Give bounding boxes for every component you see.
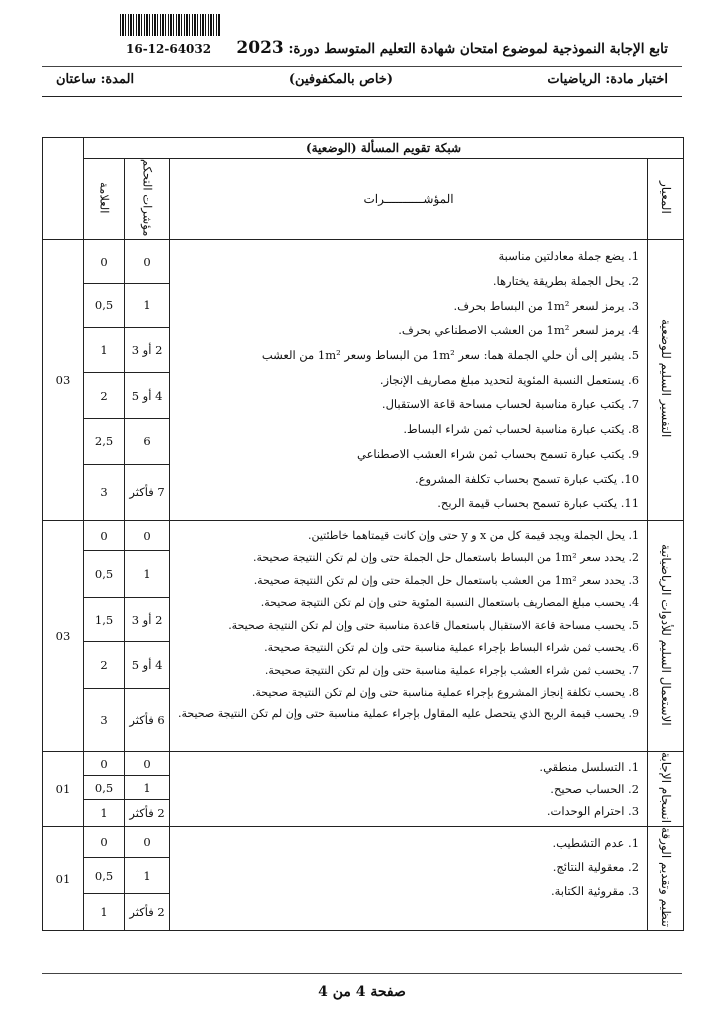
indicator: 7. يحسب ثمن شراء العشب بإجراء عملية مناسبة حتى وإن لم تكن النتيجة صحيحة. bbox=[264, 663, 640, 677]
special-note: (خاص بالمكفوفين) bbox=[288, 72, 393, 87]
control-cell: 0 bbox=[125, 240, 170, 284]
mark-cell: 2 bbox=[84, 373, 125, 419]
mark-cell: 3 bbox=[84, 689, 125, 752]
mark-cell: 0 bbox=[84, 751, 125, 775]
indicator: 1. التسلسل منطقي. bbox=[539, 759, 640, 774]
indicator: 4. يحسب مبلغ المصاريف باستعمال النسبة المئوية حتى وإن لم تكن النتيجة صحيحة. bbox=[260, 596, 640, 610]
indicator: 11. يكتب عبارة تسمح بحساب قيمة الربح. bbox=[437, 496, 640, 511]
indicator: 8. يحسب تكلفة إنجاز المشروع بإجراء عملية مناسبة حتى وإن لم تكن النتيجة صحيحة. bbox=[251, 686, 640, 700]
mark-cell: 2,5 bbox=[84, 419, 125, 465]
total-cell: 03 bbox=[43, 240, 84, 521]
control-cell: 6 bbox=[125, 419, 170, 465]
control-cell: 2 فأكثر bbox=[125, 800, 170, 827]
indicator: 8. يكتب عبارة مناسبة لحساب ثمن شراء البساط. bbox=[403, 422, 640, 437]
indicator: 4. يرمز لسعر 1m² من العشب الاصطناعي بحرف. bbox=[398, 323, 640, 338]
exam-year: 2023 bbox=[236, 38, 284, 58]
control-cell: 2 أو 3 bbox=[125, 597, 170, 642]
control-cell: 1 bbox=[125, 857, 170, 894]
indicator: 3. مقروئية الكتابة. bbox=[550, 883, 640, 898]
indicators-2 bbox=[170, 520, 648, 751]
criterion-3 bbox=[648, 751, 684, 826]
footer-divider bbox=[42, 973, 682, 974]
indicators-3 bbox=[170, 751, 648, 826]
subject: اختبار مادة: الرياضيات bbox=[547, 72, 668, 87]
exam-info-row bbox=[42, 72, 668, 92]
criterion-1-label: التفسير السليم للوضعية bbox=[659, 319, 674, 438]
mark-cell: 0,5 bbox=[84, 551, 125, 598]
indicator: 10. يكتب عبارة تسمح بحساب تكلفة المشروع. bbox=[414, 471, 640, 486]
indicator: 2. يحدد سعر 1m² من البساط باستعمال حل الجملة حتى وإن لم تكن النتيجة صحيحة. bbox=[252, 551, 640, 565]
header-criterion bbox=[648, 159, 684, 240]
control-cell: 6 فأكثر bbox=[125, 689, 170, 752]
total-cell: 03 bbox=[43, 520, 84, 751]
mark-cell: 0 bbox=[84, 520, 125, 550]
mark-cell: 1 bbox=[84, 327, 125, 373]
control-cell: 4 أو 5 bbox=[125, 642, 170, 689]
total-cell: 01 bbox=[43, 826, 84, 930]
control-cell: 0 bbox=[125, 826, 170, 857]
control-cell: 2 فأكثر bbox=[125, 894, 170, 931]
criterion-1 bbox=[648, 240, 684, 521]
mark-cell: 0 bbox=[84, 240, 125, 284]
grading-grid bbox=[42, 137, 684, 931]
control-cell: 7 فأكثر bbox=[125, 464, 170, 520]
indicators-1 bbox=[170, 240, 648, 521]
indicator: 3. احترام الوحدات. bbox=[546, 803, 640, 818]
indicator: 2. الحساب صحيح. bbox=[550, 781, 640, 796]
header-divider-2 bbox=[42, 96, 682, 97]
control-cell: 1 bbox=[125, 776, 170, 800]
header-mark bbox=[84, 159, 125, 240]
indicator: 5. يشير إلى أن حلي الجملة هما: سعر 1m² من البساط وسعر 1m² من العشب bbox=[261, 348, 640, 363]
criterion-3-label: انسجام الإجابة bbox=[659, 751, 674, 823]
document-code: 16-12-64032 bbox=[126, 42, 212, 56]
control-cell: 4 أو 5 bbox=[125, 373, 170, 419]
header-indicators: المؤشـــــــــــرات bbox=[170, 159, 648, 240]
indicator: 1. يحل الجملة ويجد قيمة كل من x و y حتى وإن كانت قيمتاهما خاطئتين. bbox=[307, 528, 640, 542]
control-cell: 0 bbox=[125, 751, 170, 775]
header-criterion-label: المعيار bbox=[659, 181, 674, 215]
mark-cell: 1,5 bbox=[84, 597, 125, 642]
control-cell: 1 bbox=[125, 551, 170, 598]
mark-cell: 0,5 bbox=[84, 284, 125, 328]
total-cell: 01 bbox=[43, 751, 84, 826]
control-cell: 2 أو 3 bbox=[125, 327, 170, 373]
indicator: 9. يحسب قيمة الربح الذي يتحصل عليه المقاول بإجراء عملية مناسبة حتى وإن لم تكن النتيجة صحيحة. bbox=[177, 706, 640, 720]
exam-title-text: تابع الإجابة النموذجية لموضوع امتحان شهادة التعليم المتوسط دورة: bbox=[288, 41, 668, 57]
exam-title bbox=[236, 38, 668, 58]
mark-cell: 0,5 bbox=[84, 776, 125, 800]
header-mark-label: العلامة bbox=[97, 181, 112, 214]
header-control bbox=[125, 159, 170, 240]
mark-cell: 1 bbox=[84, 894, 125, 931]
header-divider bbox=[42, 66, 682, 67]
indicator: 9. يكتب عبارة تسمح بحساب ثمن شراء العشب الاصطناعي bbox=[356, 446, 640, 461]
indicator: 7. يكتب عبارة مناسبة لحساب مساحة قاعة الاستقبال. bbox=[381, 397, 640, 412]
indicator: 6. يستعمل النسبة المئوية لتحديد مبلغ مصاريف الإنجاز. bbox=[379, 372, 640, 387]
indicator: 6. يحسب ثمن شراء البساط بإجراء عملية مناسبة حتى وإن لم تكن النتيجة صحيحة. bbox=[264, 641, 640, 655]
criterion-2-label: الاستعمال السليم للأدوات الرياضياتية bbox=[659, 543, 674, 726]
criterion-4-label: تنظيم وتقديم الورقة bbox=[659, 826, 674, 928]
blank-corner bbox=[43, 138, 84, 240]
indicator: 3. يحدد سعر 1m² من العشب باستعمال حل الجملة حتى وإن لم تكن النتيجة صحيحة. bbox=[253, 573, 640, 587]
mark-cell: 1 bbox=[84, 800, 125, 827]
grid-title: شبكة تقويم المسألة (الوضعية) bbox=[84, 138, 684, 159]
mark-cell: 2 bbox=[84, 642, 125, 689]
indicator: 1. يضع جملة معادلتين مناسبة bbox=[498, 249, 640, 264]
indicator: 1. عدم التشطيب. bbox=[552, 835, 640, 850]
barcode bbox=[120, 14, 220, 36]
indicator: 2. معقولية النتائج. bbox=[552, 859, 640, 874]
mark-cell: 0 bbox=[84, 826, 125, 857]
control-cell: 0 bbox=[125, 520, 170, 550]
indicator: 5. يحسب مساحة قاعة الاستقبال باستعمال قاعدة مناسبة حتى وإن لم تكن النتيجة صحيحة. bbox=[228, 618, 640, 632]
mark-cell: 0,5 bbox=[84, 857, 125, 894]
indicator: 2. يحل الجملة بطريقة يختارها. bbox=[492, 274, 640, 289]
control-cell: 1 bbox=[125, 284, 170, 328]
mark-cell: 3 bbox=[84, 464, 125, 520]
duration: المدة: ساعتان bbox=[56, 72, 135, 87]
criterion-4 bbox=[648, 826, 684, 930]
page-number: صفحة 4 من 4 bbox=[318, 984, 406, 1000]
indicator: 3. يرمز لسعر 1m² من البساط بحرف. bbox=[453, 298, 640, 313]
indicators-4 bbox=[170, 826, 648, 930]
criterion-2 bbox=[648, 520, 684, 751]
header-control-label: مؤشرات التحكم bbox=[140, 159, 155, 237]
